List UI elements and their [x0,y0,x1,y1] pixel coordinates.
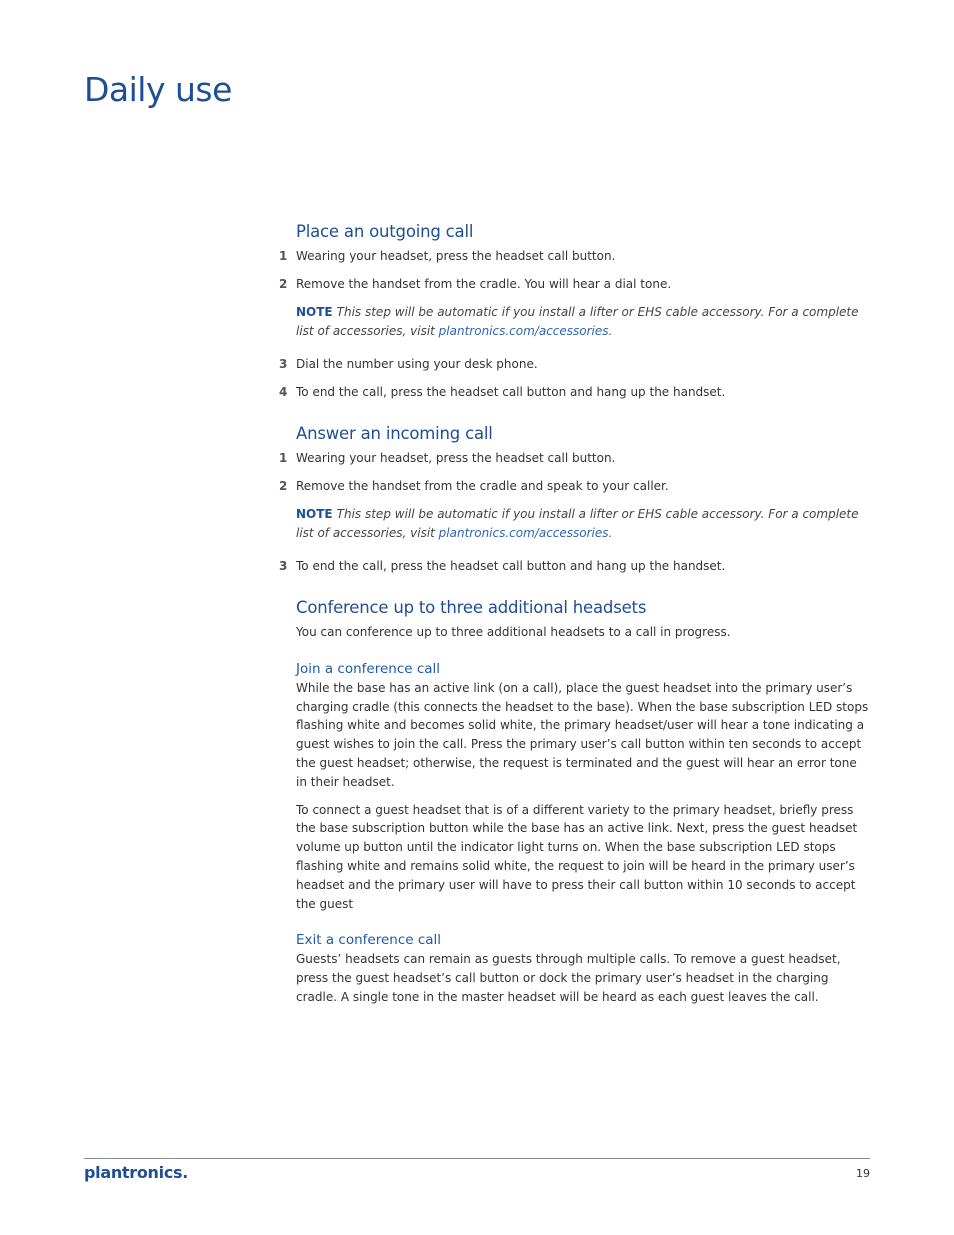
section-heading-incoming: Answer an incoming call [296,424,493,443]
step-number: 2 [279,277,288,291]
step-text: To end the call, press the headset call button and hang up the handset. [296,385,726,399]
note [296,505,870,542]
note [296,303,870,340]
section-heading-conference: Conference up to three additional headsets [296,598,647,617]
accessories-link[interactable]: plantronics.com/accessories [438,525,609,540]
note-end: . [608,323,613,338]
page-title: Daily use [84,70,232,109]
note-text: This step will be automatic if you install a lifter or EHS cable accessory. For a complete list of accessories, visit [296,305,859,338]
step-number: 3 [279,559,288,573]
outgoing-step [279,355,870,374]
incoming-step [279,477,870,496]
note-label: NOTE [296,507,333,521]
outgoing-step [279,275,870,294]
exit-paragraph: Guests’ headsets can remain as guests through multiple calls. To remove a guest headset, press the guest headset’s call button or dock the primary user’s headset in the charging cradle. A single tone in the master headset will be heard as each guest leaves the call. [296,952,841,1004]
step-text: To end the call, press the headset call button and hang up the handset. [296,559,726,573]
step-number: 1 [279,249,288,263]
step-number: 3 [279,357,288,371]
section-heading-outgoing: Place an outgoing call [296,222,474,241]
main-content [279,218,870,1007]
page-number: 19 [856,1167,870,1180]
accessories-link[interactable]: plantronics.com/accessories [438,323,609,338]
incoming-step [279,557,870,576]
incoming-step [279,449,870,468]
subheading-exit: Exit a conference call [296,932,442,949]
step-number: 4 [279,385,288,399]
step-text: Remove the handset from the cradle and speak to your caller. [296,479,669,493]
note-end: . [608,525,613,540]
step-text: Dial the number using your desk phone. [296,357,538,371]
note-text: This step will be automatic if you install a lifter or EHS cable accessory. For a complete list of accessories, visit [296,507,859,540]
outgoing-step [279,247,870,266]
step-number: 2 [279,479,288,493]
step-text: Wearing your headset, press the headset call button. [296,451,616,465]
subheading-join: Join a conference call [296,660,441,677]
step-number: 1 [279,451,288,465]
join-paragraph: While the base has an active link (on a call), place the guest headset into the primary user’s charging cradle (this connects the headset to the base). When the base subscription LED stops flashing white and becomes solid white, the primary headset/user will hear a tone indicating a guest wishes to join the call. Press the primary user’s call button within ten seconds to accept the guest headset; otherwise, the request is terminated and the guest will hear an error tone in their headset. [296,680,869,789]
join-paragraph: To connect a guest headset that is of a different variety to the primary headset, briefly press the base subscription button while the base has an active link. Next, press the guest headset volume up button until the indicator light turns on. When the base subscription LED stops flashing white and remains solid white, the request to join will be heard in the primary user’s headset and the primary user will have to press their call button within 10 seconds to accept the guest [296,802,858,911]
plantronics-logo: plantronics. [84,1163,189,1182]
outgoing-step [279,383,870,402]
note-label: NOTE [296,305,333,319]
footer-divider [84,1158,870,1159]
step-text: Remove the handset from the cradle. You will hear a dial tone. [296,277,672,291]
conference-intro: You can conference up to three additional headsets to a call in progress. [296,625,731,639]
step-text: Wearing your headset, press the headset call button. [296,249,616,263]
